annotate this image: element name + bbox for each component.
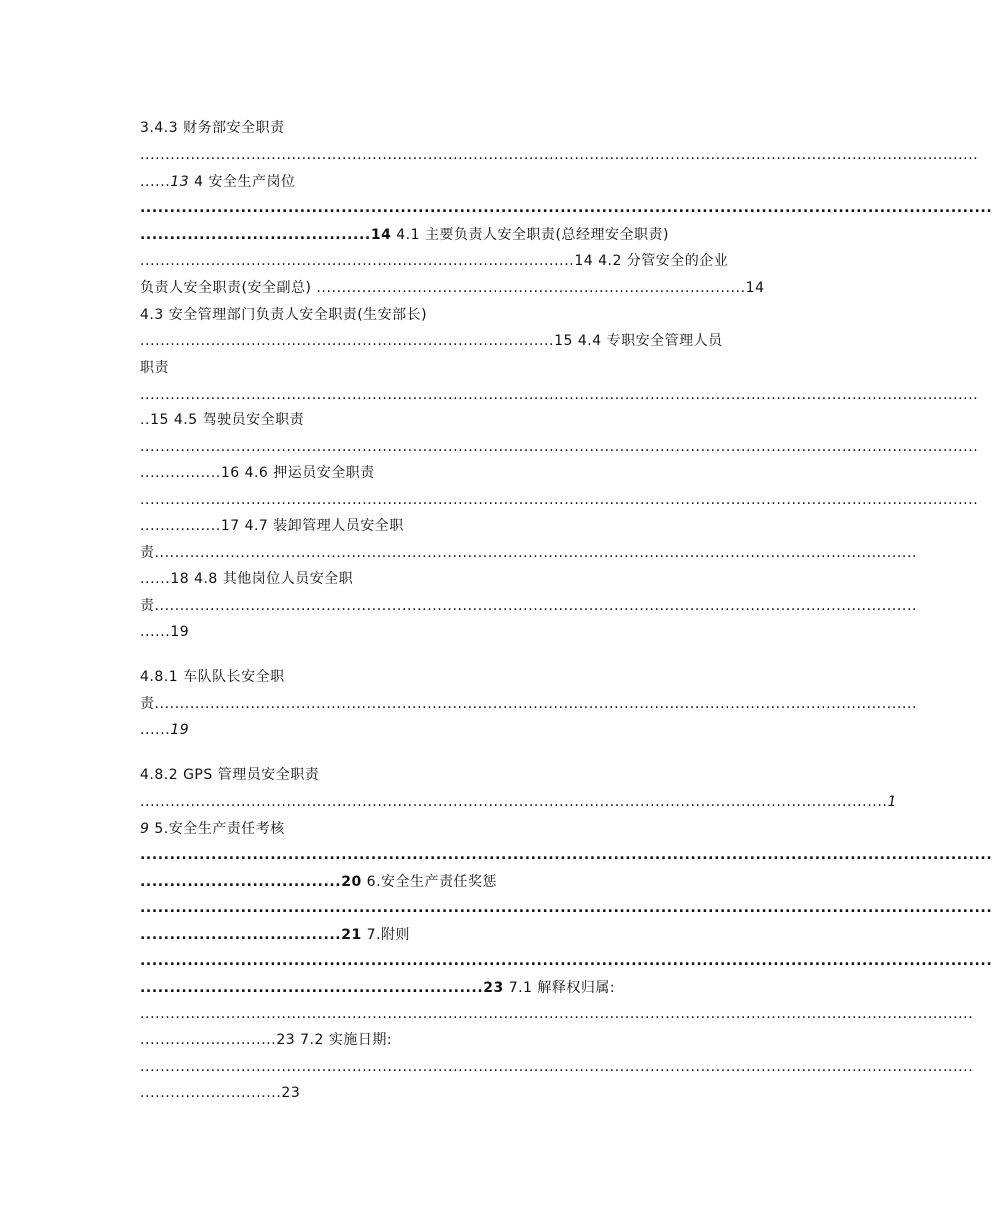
- dot-leader: .......................................: [140, 227, 371, 243]
- toc-line[interactable]: [140, 569, 805, 589]
- dot-leader: ......: [140, 571, 171, 587]
- dot-leader: ....................................................................................................................................................: [140, 794, 888, 810]
- toc-entry-text: 16 4.6 押运员安全职责: [220, 465, 375, 481]
- page-number: 19: [170, 624, 190, 640]
- toc-entry-text: 4.8.1 车队队长安全职: [140, 669, 285, 685]
- toc-leader-line: [140, 145, 979, 165]
- toc-entry-text: 6.安全生产责任奖惩: [361, 874, 498, 890]
- toc-line[interactable]: [140, 792, 897, 812]
- dot-leader: .......................................................................................................................................................: [154, 545, 918, 561]
- toc-entry-text: 4 安全生产岗位: [189, 174, 296, 190]
- toc-entry-text: 17 4.7 装卸管理人员安全职: [220, 518, 404, 534]
- toc-line[interactable]: [140, 872, 805, 892]
- dot-leader: ................: [140, 465, 221, 481]
- dot-leader: ..................................................................................: [140, 333, 555, 349]
- dot-leader: ...........................: [140, 1032, 277, 1048]
- toc-leader-line: [140, 385, 979, 405]
- dot-leader: .......................................................................................................................................................: [154, 696, 918, 712]
- toc-line[interactable]: [140, 596, 918, 616]
- dot-leader: ..................................: [140, 927, 342, 943]
- toc-entry-text: 15 4.4 专职安全管理人员: [554, 333, 723, 349]
- toc-line[interactable]: [140, 225, 805, 245]
- dot-leader: ................: [140, 518, 221, 534]
- dot-leader: .......................................................................................................................................................: [154, 598, 918, 614]
- page-number: 23: [483, 980, 504, 996]
- toc-entry-text: 15 4.5 驾驶员安全职责: [150, 412, 305, 428]
- dot-leader: ................................................................................................................................................: [140, 847, 992, 863]
- dot-leader: ................................................................................................................................................: [140, 200, 992, 216]
- dot-leader: ..................................: [140, 874, 342, 890]
- toc-line[interactable]: [140, 667, 805, 687]
- dot-leader: ......................................................................................................................................................................: [140, 439, 979, 455]
- page-number: 9: [140, 821, 150, 837]
- dot-leader: .....................................................................................: [316, 280, 746, 296]
- toc-leader-line: [140, 490, 979, 510]
- toc-line[interactable]: [140, 925, 805, 945]
- dot-leader: ......................................................................................: [140, 253, 575, 269]
- toc-leader-line: [140, 845, 992, 865]
- toc-line[interactable]: [140, 978, 805, 998]
- dot-leader: ............................: [140, 1085, 282, 1101]
- toc-leader-line: [140, 898, 992, 918]
- toc-line[interactable]: [140, 819, 805, 839]
- page-number: 14: [370, 227, 392, 243]
- toc-entry-text: 4.3 安全管理部门负责人安全职责(生安部长): [140, 307, 428, 323]
- toc-leader-line: [140, 198, 992, 218]
- toc-leader-line: [140, 1057, 974, 1077]
- page-number: 23: [281, 1085, 301, 1101]
- toc-entry-text: 5.安全生产责任考核: [149, 821, 285, 837]
- toc-entry-text: 23 7.2 实施日期:: [276, 1032, 393, 1048]
- dot-leader: ......................................................................................................................................................................: [140, 387, 979, 403]
- dot-leader: ..: [140, 412, 151, 428]
- toc-line[interactable]: [140, 516, 805, 536]
- page-number: 19: [170, 722, 190, 738]
- dot-leader: ......................................................................................................................................................................: [140, 147, 979, 163]
- page-number: 1: [887, 794, 897, 810]
- toc-leader-line: [140, 951, 992, 971]
- dot-leader: ................................................................................................................................................: [140, 900, 992, 916]
- toc-entry-text: 7.1 解释权归属:: [503, 980, 616, 996]
- toc-entry-text: 负责人安全职责(安全副总): [140, 280, 317, 296]
- toc-leader-line: [140, 1004, 974, 1024]
- dot-leader: ..........................................................: [140, 980, 484, 996]
- toc-line[interactable]: [140, 118, 805, 138]
- toc-line[interactable]: [140, 1030, 805, 1050]
- toc-entry-text: 7.附则: [361, 927, 411, 943]
- toc-leader-line: [140, 437, 979, 457]
- toc-line[interactable]: [140, 358, 805, 378]
- toc-entry-text: 责: [140, 696, 155, 712]
- toc-entry-text: 18 4.8 其他岗位人员安全职: [170, 571, 354, 587]
- toc-entry-text: 4.8.2 GPS 管理员安全职责: [140, 767, 320, 783]
- page-number: 14: [745, 280, 765, 296]
- toc-entry-text: 责: [140, 598, 155, 614]
- page-number: 20: [341, 874, 362, 890]
- toc-line[interactable]: [140, 410, 805, 430]
- toc-line[interactable]: [140, 251, 805, 271]
- toc-line[interactable]: [140, 305, 805, 325]
- dot-leader: ......................................................................................................................................................................: [140, 492, 979, 508]
- toc-line[interactable]: [140, 278, 805, 298]
- page-number: 13: [170, 174, 190, 190]
- toc-entry-text: 责: [140, 545, 155, 561]
- toc-line[interactable]: [140, 331, 805, 351]
- toc-line[interactable]: [140, 172, 805, 192]
- dot-leader: ......: [140, 722, 171, 738]
- toc-line[interactable]: [140, 1083, 805, 1103]
- toc-line[interactable]: [140, 765, 805, 785]
- toc-line[interactable]: [140, 694, 918, 714]
- toc-line[interactable]: [140, 720, 805, 740]
- toc-entry-text: 4.1 主要负责人安全职责(总经理安全职责): [391, 227, 669, 243]
- dot-leader: ......: [140, 624, 171, 640]
- dot-leader: ................................................................................................................................................: [140, 953, 992, 969]
- dot-leader: ......: [140, 174, 171, 190]
- toc-entry-text: 职责: [140, 360, 169, 376]
- toc-entry-text: 3.4.3 财务部安全职责: [140, 120, 285, 136]
- toc-line[interactable]: [140, 463, 805, 483]
- toc-entry-text: 14 4.2 分管安全的企业: [574, 253, 729, 269]
- dot-leader: .....................................................................................................................................................................: [140, 1059, 974, 1075]
- dot-leader: .....................................................................................................................................................................: [140, 1006, 974, 1022]
- page-number: 21: [341, 927, 362, 943]
- toc-line[interactable]: [140, 622, 805, 642]
- toc-line[interactable]: [140, 543, 918, 563]
